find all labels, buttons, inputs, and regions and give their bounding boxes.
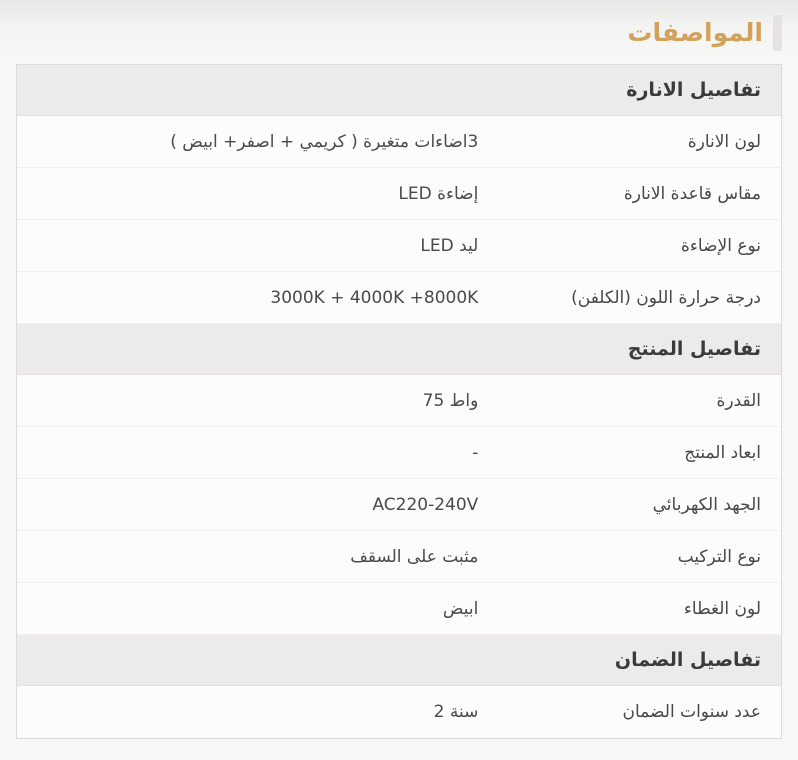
spec-value: سنة 2 xyxy=(433,702,479,722)
spec-row xyxy=(17,427,781,479)
spec-value: 3اضاءات متغيرة ( كريمي + اصفر+ ابيض ) xyxy=(170,131,479,152)
spec-row xyxy=(17,479,781,531)
spec-label: لون الانارة xyxy=(687,131,761,152)
spec-row xyxy=(17,116,781,168)
spec-value: إضاءة LED xyxy=(398,183,479,204)
section-header: تفاصيل الانارة xyxy=(17,65,781,116)
spec-label: عدد سنوات الضمان xyxy=(622,702,761,722)
spec-label: الجهد الكهربائي xyxy=(652,494,761,515)
specifications-table xyxy=(16,64,782,739)
title-accent-bar xyxy=(773,15,782,51)
spec-value: ابيض xyxy=(442,598,479,619)
spec-label: درجة حرارة اللون (الكلفن) xyxy=(571,287,761,308)
spec-label: مقاس قاعدة الانارة xyxy=(623,183,761,204)
spec-row xyxy=(17,375,781,427)
spec-value: 3000K + 4000K +8000K xyxy=(270,287,479,308)
spec-label: لون الغطاء xyxy=(683,598,761,619)
spec-row xyxy=(17,531,781,583)
spec-label: القدرة xyxy=(716,390,761,411)
page-title: المواصفات xyxy=(627,18,763,47)
section-header: تفاصيل المنتج xyxy=(17,324,781,375)
spec-value: ليد LED xyxy=(420,235,479,256)
spec-value: واط 75 xyxy=(422,390,479,411)
spec-value: - xyxy=(472,442,479,463)
spec-row xyxy=(17,583,781,635)
spec-label: نوع الإضاءة xyxy=(681,235,761,256)
page-header xyxy=(16,12,782,54)
spec-row xyxy=(17,686,781,738)
spec-label: ابعاد المنتج xyxy=(684,442,761,463)
spec-row xyxy=(17,272,781,324)
spec-label: نوع التركيب xyxy=(677,546,761,567)
section-header: تفاصيل الضمان xyxy=(17,635,781,686)
spec-value: AC220-240V xyxy=(372,494,479,515)
spec-row xyxy=(17,220,781,272)
spec-row xyxy=(17,168,781,220)
spec-value: مثبت على السقف xyxy=(350,546,479,567)
